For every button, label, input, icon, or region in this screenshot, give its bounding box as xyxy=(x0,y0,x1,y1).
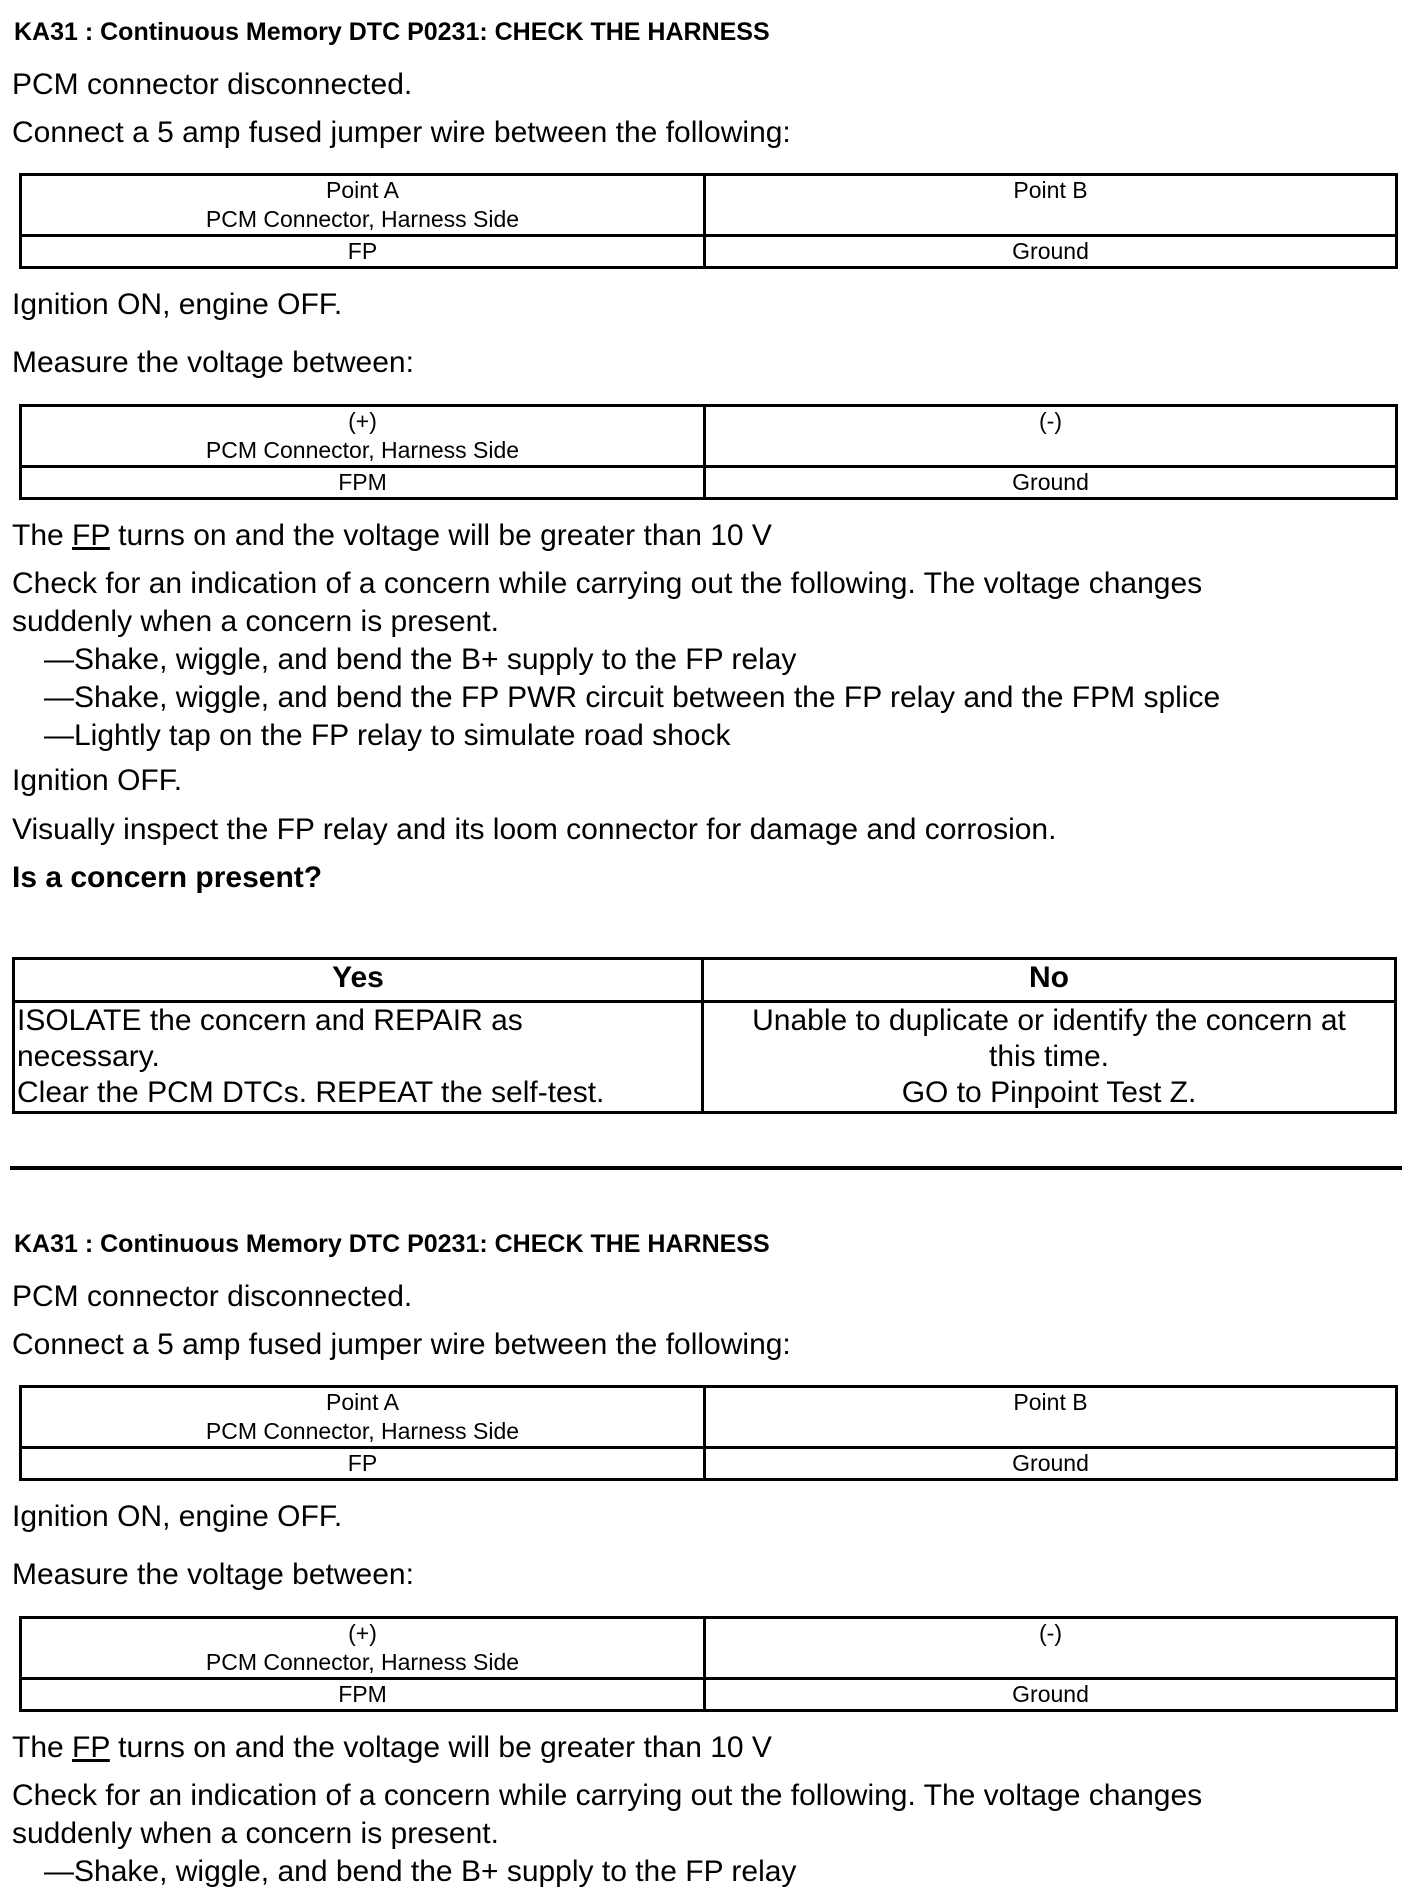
positive-header xyxy=(21,406,705,467)
answer-table xyxy=(12,957,1397,1114)
header-line: (-) xyxy=(1039,1620,1062,1646)
no-answer[interactable] xyxy=(703,1002,1396,1113)
header-line: PCM Connector, Harness Side xyxy=(205,1418,520,1444)
bullet-item: —Shake, wiggle, and bend the FP PWR circuit between the FP relay and the FPM splice xyxy=(44,681,1221,714)
voltage-measure-table xyxy=(19,404,1398,500)
point-a-header xyxy=(21,175,705,236)
header-line: (+) xyxy=(348,408,377,434)
no-header: No xyxy=(703,959,1396,1002)
instruction-line: Visually inspect the FP relay and its loom connector for damage and corrosion. xyxy=(12,813,1057,846)
instruction-line: PCM connector disconnected. xyxy=(12,1280,413,1313)
header-line: (+) xyxy=(348,1620,377,1646)
yes-answer[interactable] xyxy=(14,1002,703,1113)
instruction-line: Check for an indication of a concern while carrying out the following. The voltage changes xyxy=(12,567,1203,600)
negative-header xyxy=(705,406,1397,467)
text: The xyxy=(12,1731,73,1764)
instruction-line: PCM connector disconnected. xyxy=(12,68,413,101)
table-cell: Ground xyxy=(705,467,1397,499)
result-line xyxy=(12,1731,772,1765)
header-line: Point A xyxy=(326,1389,399,1415)
instruction-line: suddenly when a concern is present. xyxy=(12,605,499,638)
section-divider xyxy=(10,1166,1402,1170)
header-line: Point B xyxy=(1013,1389,1088,1415)
jumper-connection-table xyxy=(19,173,1398,269)
header-line: PCM Connector, Harness Side xyxy=(205,206,520,232)
text: turns on and the voltage will be greater than 10 V xyxy=(109,519,772,552)
text: The xyxy=(12,519,73,552)
answer-line: GO to Pinpoint Test Z. xyxy=(901,1076,1197,1109)
point-a-header xyxy=(21,1387,705,1448)
step-title: KA31 : Continuous Memory DTC P0231: CHECK THE HARNESS xyxy=(14,1230,770,1258)
step-title: KA31 : Continuous Memory DTC P0231: CHECK THE HARNESS xyxy=(14,18,770,46)
bullet-item: —Lightly tap on the FP relay to simulate road shock xyxy=(44,719,731,752)
point-b-header xyxy=(705,175,1397,236)
instruction-line: suddenly when a concern is present. xyxy=(12,1817,499,1850)
instruction-line: Check for an indication of a concern while carrying out the following. The voltage changes xyxy=(12,1779,1203,1812)
instruction-line: Ignition OFF. xyxy=(12,764,183,797)
instruction-line: Ignition ON, engine OFF. xyxy=(12,288,343,321)
bullet-item: —Shake, wiggle, and bend the B+ supply to the FP relay xyxy=(44,643,797,676)
instruction-line: Measure the voltage between: xyxy=(12,346,414,379)
instruction-line: Connect a 5 amp fused jumper wire between the following: xyxy=(12,116,791,149)
table-cell: FP xyxy=(21,1448,705,1480)
result-line xyxy=(12,519,772,553)
voltage-measure-table xyxy=(19,1616,1398,1712)
table-cell: Ground xyxy=(705,1448,1397,1480)
positive-header xyxy=(21,1618,705,1679)
header-line: Point B xyxy=(1013,177,1088,203)
instruction-line: Connect a 5 amp fused jumper wire between the following: xyxy=(12,1328,791,1361)
procedure-step-2 xyxy=(0,1212,1408,1896)
instruction-line: Ignition ON, engine OFF. xyxy=(12,1500,343,1533)
question: Is a concern present? xyxy=(12,861,323,894)
jumper-connection-table xyxy=(19,1385,1398,1481)
header-line: PCM Connector, Harness Side xyxy=(205,1649,520,1675)
header-line: PCM Connector, Harness Side xyxy=(205,437,520,463)
table-cell: FPM xyxy=(21,1679,705,1711)
table-cell: Ground xyxy=(705,236,1397,268)
answer-line: Unable to duplicate or identify the concern at xyxy=(752,1004,1346,1037)
table-cell: FP xyxy=(21,236,705,268)
answer-line: this time. xyxy=(988,1040,1110,1073)
negative-header xyxy=(705,1618,1397,1679)
answer-line: necessary. xyxy=(17,1040,160,1073)
header-line: (-) xyxy=(1039,408,1062,434)
instruction-line: Measure the voltage between: xyxy=(12,1558,414,1591)
answer-line: Clear the PCM DTCs. REPEAT the self-test. xyxy=(17,1076,605,1109)
answer-line: ISOLATE the concern and REPAIR as xyxy=(17,1004,523,1037)
header-line: Point A xyxy=(326,177,399,203)
bullet-item: —Shake, wiggle, and bend the B+ supply to the FP relay xyxy=(44,1855,797,1888)
fp-link[interactable]: FP xyxy=(72,1731,110,1764)
point-b-header xyxy=(705,1387,1397,1448)
table-cell: FPM xyxy=(21,467,705,499)
fp-link[interactable]: FP xyxy=(72,519,110,552)
text: turns on and the voltage will be greater than 10 V xyxy=(109,1731,772,1764)
yes-header: Yes xyxy=(14,959,703,1002)
table-cell: Ground xyxy=(705,1679,1397,1711)
